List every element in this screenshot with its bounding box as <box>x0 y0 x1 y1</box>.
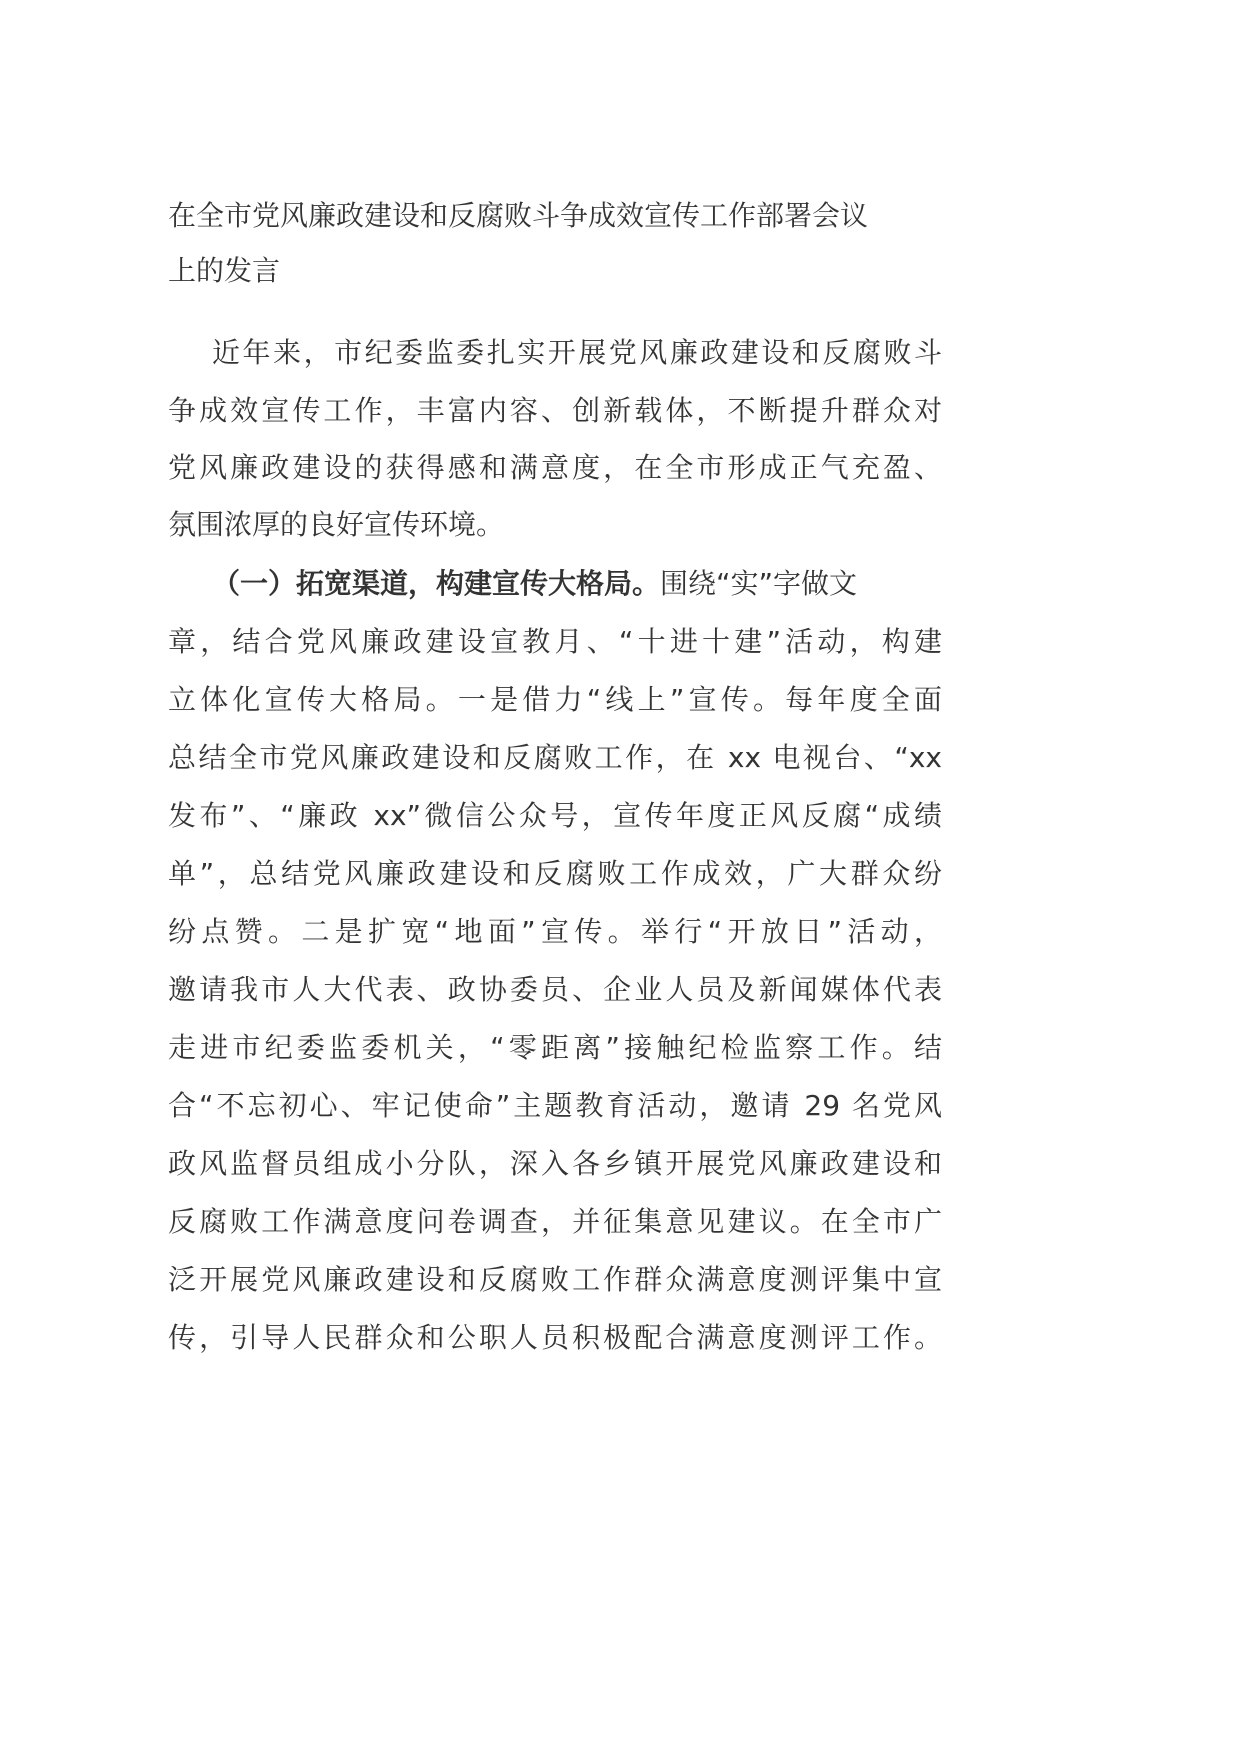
title-line-1: 在全市党风廉政建设和反腐败斗争成效宣传工作部署会议 <box>168 199 869 232</box>
section-1-line: 纷点赞。二是扩宽“地面”宣传。举行“开放日”活动， <box>168 915 942 948</box>
section-1-line: 邀请我市人大代表、政协委员、企业人员及新闻媒体代表 <box>168 973 942 1006</box>
intro-line: 党风廉政建设的获得感和满意度，在全市形成正气充盈、 <box>168 451 942 484</box>
section-1-line: 立体化宣传大格局。一是借力“线上”宣传。每年度全面 <box>168 683 942 716</box>
intro-line: 氛围浓厚的良好宣传环境。 <box>168 508 505 541</box>
section-1-line: 反腐败工作满意度问卷调查，并征集意见建议。在全市广 <box>168 1205 942 1238</box>
section-1-heading: （一）拓宽渠道，构建宣传大格局。 <box>212 567 661 600</box>
section-1-line: 合“不忘初心、牢记使命”主题教育活动，邀请 29 名党风 <box>168 1089 942 1122</box>
section-1-line: 走进市纪委监委机关，“零距离”接触纪检监察工作。结 <box>168 1031 942 1064</box>
section-1-line: 传，引导人民群众和公职人员积极配合满意度测评工作。 <box>168 1321 942 1354</box>
section-1-line: 总结全市党风廉政建设和反腐败工作，在 xx 电视台、“xx <box>168 741 942 774</box>
section-1-line: 单”，总结党风廉政建设和反腐败工作成效，广大群众纷 <box>168 857 942 890</box>
intro-line: 争成效宣传工作，丰富内容、创新载体，不断提升群众对 <box>168 394 942 427</box>
section-1-first-line <box>212 564 942 604</box>
section-1-line: 泛开展党风廉政建设和反腐败工作群众满意度测评集中宣 <box>168 1263 942 1296</box>
section-1-line: 政风监督员组成小分队，深入各乡镇开展党风廉政建设和 <box>168 1147 942 1180</box>
title-line-2: 上的发言 <box>168 254 281 287</box>
section-1-line: 发布”、“廉政 xx”微信公众号，宣传年度正风反腐“成绩 <box>168 799 942 832</box>
section-1-first-line-text: 围绕“实”字做文 <box>660 567 858 600</box>
section-1-line: 章，结合党风廉政建设宣教月、“十进十建”活动，构建 <box>168 625 942 658</box>
intro-line: 近年来，市纪委监委扎实开展党风廉政建设和反腐败斗 <box>212 336 942 369</box>
